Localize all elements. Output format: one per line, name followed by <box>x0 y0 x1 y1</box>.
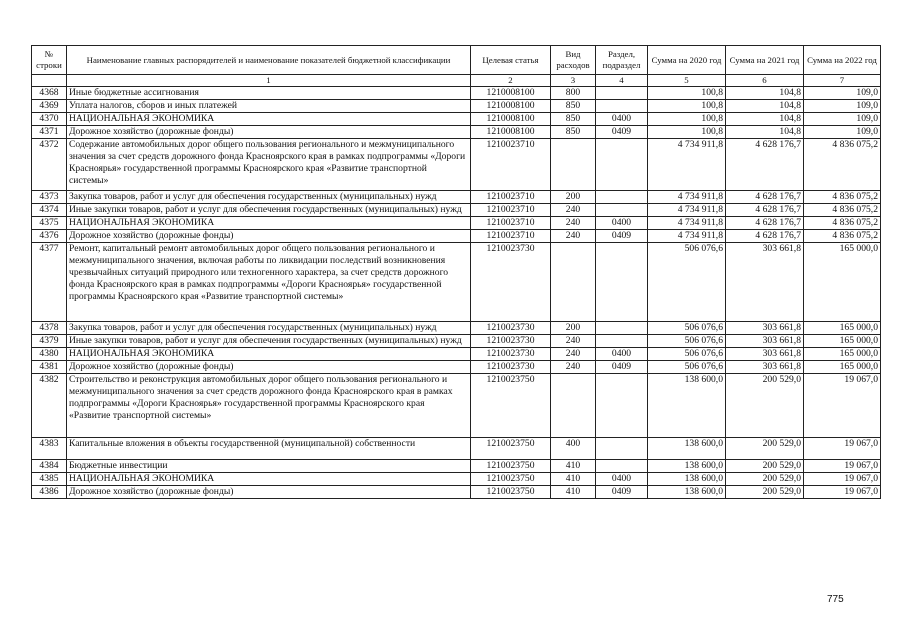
row-number: 4386 <box>32 486 67 499</box>
row-sum-2020: 138 600,0 <box>648 438 726 460</box>
row-name: НАЦИОНАЛЬНАЯ ЭКОНОМИКА <box>67 348 471 361</box>
row-number: 4374 <box>32 204 67 217</box>
row-exp-type: 410 <box>551 460 596 473</box>
row-sum-2022: 165 000,0 <box>804 322 881 335</box>
row-sum-2021: 200 529,0 <box>726 486 804 499</box>
row-target: 1210023730 <box>471 348 551 361</box>
row-section: 0409 <box>596 486 648 499</box>
row-sum-2022: 4 836 075,2 <box>804 139 881 191</box>
row-sum-2020: 4 734 911,8 <box>648 191 726 204</box>
row-number: 4378 <box>32 322 67 335</box>
row-number: 4373 <box>32 191 67 204</box>
table-row <box>32 374 881 438</box>
row-target: 1210023710 <box>471 204 551 217</box>
table-row <box>32 191 881 204</box>
row-section: 0409 <box>596 361 648 374</box>
row-exp-type: 850 <box>551 113 596 126</box>
row-sum-2021: 4 628 176,7 <box>726 230 804 243</box>
row-sum-2020: 4 734 911,8 <box>648 217 726 230</box>
row-exp-type <box>551 243 596 322</box>
col-number: 5 <box>648 75 726 87</box>
row-sum-2022: 109,0 <box>804 87 881 100</box>
row-target: 1210023710 <box>471 191 551 204</box>
row-sum-2022: 4 836 075,2 <box>804 230 881 243</box>
header-exp-type: Вид расходов <box>551 46 596 75</box>
row-sum-2020: 100,8 <box>648 126 726 139</box>
row-target: 1210023750 <box>471 374 551 438</box>
row-number: 4379 <box>32 335 67 348</box>
row-sum-2020: 4 734 911,8 <box>648 204 726 217</box>
col-number: 6 <box>726 75 804 87</box>
row-section <box>596 87 648 100</box>
col-number <box>32 75 67 87</box>
row-name: Иные закупки товаров, работ и услуг для обеспечения государственных (муниципальных) нужд <box>67 204 471 217</box>
col-number: 7 <box>804 75 881 87</box>
row-sum-2022: 4 836 075,2 <box>804 191 881 204</box>
row-number: 4381 <box>32 361 67 374</box>
row-name: Дорожное хозяйство (дорожные фонды) <box>67 126 471 139</box>
row-section <box>596 243 648 322</box>
row-sum-2020: 506 076,6 <box>648 243 726 322</box>
row-number: 4371 <box>32 126 67 139</box>
row-name: Дорожное хозяйство (дорожные фонды) <box>67 486 471 499</box>
row-section <box>596 335 648 348</box>
row-number: 4384 <box>32 460 67 473</box>
table-row <box>32 204 881 217</box>
row-sum-2021: 200 529,0 <box>726 473 804 486</box>
row-exp-type <box>551 374 596 438</box>
row-name: Уплата налогов, сборов и иных платежей <box>67 100 471 113</box>
table-row <box>32 87 881 100</box>
table-row <box>32 335 881 348</box>
row-sum-2021: 104,8 <box>726 100 804 113</box>
row-exp-type <box>551 139 596 191</box>
row-exp-type: 850 <box>551 100 596 113</box>
row-sum-2021: 4 628 176,7 <box>726 204 804 217</box>
row-target: 1210023750 <box>471 473 551 486</box>
row-sum-2021: 303 661,8 <box>726 335 804 348</box>
row-exp-type: 240 <box>551 204 596 217</box>
row-section: 0400 <box>596 217 648 230</box>
table-row <box>32 113 881 126</box>
col-number: 3 <box>551 75 596 87</box>
row-sum-2022: 165 000,0 <box>804 335 881 348</box>
row-name: Закупка товаров, работ и услуг для обеспечения государственных (муниципальных) нужд <box>67 191 471 204</box>
table-row <box>32 361 881 374</box>
row-target: 1210008100 <box>471 113 551 126</box>
row-sum-2021: 104,8 <box>726 113 804 126</box>
row-section <box>596 191 648 204</box>
row-name: Закупка товаров, работ и услуг для обеспечения государственных (муниципальных) нужд <box>67 322 471 335</box>
row-sum-2022: 109,0 <box>804 100 881 113</box>
row-section <box>596 100 648 113</box>
row-sum-2020: 138 600,0 <box>648 460 726 473</box>
row-section <box>596 322 648 335</box>
header-name: Наименование главных распорядителей и наименование показателей бюджетной классификации <box>67 46 471 75</box>
row-number: 4372 <box>32 139 67 191</box>
row-target: 1210023750 <box>471 438 551 460</box>
row-target: 1210008100 <box>471 100 551 113</box>
row-exp-type: 850 <box>551 126 596 139</box>
row-name: Строительство и реконструкция автомобильных дорог общего пользования регионального и межмуниципального значения за счет средств дорожного фонда Красноярского края в рамках подпрограммы «Дороги Красноярья» государственной программы Красноярского края «Развитие транспортной системы» <box>67 374 471 438</box>
row-sum-2020: 506 076,6 <box>648 348 726 361</box>
header-row-no: № строки <box>32 46 67 75</box>
row-target: 1210023730 <box>471 322 551 335</box>
budget-sheet <box>31 45 881 499</box>
row-sum-2021: 4 628 176,7 <box>726 191 804 204</box>
table-body <box>32 87 881 499</box>
row-sum-2021: 104,8 <box>726 87 804 100</box>
row-sum-2021: 4 628 176,7 <box>726 139 804 191</box>
row-sum-2021: 200 529,0 <box>726 438 804 460</box>
col-number: 4 <box>596 75 648 87</box>
table-row <box>32 100 881 113</box>
row-name: Дорожное хозяйство (дорожные фонды) <box>67 230 471 243</box>
row-number: 4368 <box>32 87 67 100</box>
table-row <box>32 460 881 473</box>
row-section: 0409 <box>596 126 648 139</box>
row-number: 4385 <box>32 473 67 486</box>
row-name: НАЦИОНАЛЬНАЯ ЭКОНОМИКА <box>67 473 471 486</box>
row-section <box>596 139 648 191</box>
row-sum-2020: 138 600,0 <box>648 374 726 438</box>
header-target: Целевая статья <box>471 46 551 75</box>
row-exp-type: 410 <box>551 486 596 499</box>
row-name: Ремонт, капитальный ремонт автомобильных дорог общего пользования регионального и межмуниципального значения, включая работы по ликвидации последствий возникновения чрезвычайных ситуаций природного или техногенного характера, за счет средств дорожного фонда Красноярского края в рамках подпрограммы «Дороги Красноярья» государственной программы Красноярского края «Развитие транспортной системы» <box>67 243 471 322</box>
budget-table <box>31 45 881 499</box>
row-name: Дорожное хозяйство (дорожные фонды) <box>67 361 471 374</box>
column-number-row <box>32 75 881 87</box>
row-exp-type: 200 <box>551 191 596 204</box>
row-name: Иные бюджетные ассигнования <box>67 87 471 100</box>
row-sum-2021: 200 529,0 <box>726 374 804 438</box>
row-sum-2021: 200 529,0 <box>726 460 804 473</box>
row-number: 4380 <box>32 348 67 361</box>
row-section <box>596 438 648 460</box>
row-target: 1210023730 <box>471 335 551 348</box>
row-section: 0409 <box>596 230 648 243</box>
row-number: 4382 <box>32 374 67 438</box>
row-number: 4377 <box>32 243 67 322</box>
row-sum-2020: 506 076,6 <box>648 322 726 335</box>
row-target: 1210008100 <box>471 87 551 100</box>
row-target: 1210023730 <box>471 243 551 322</box>
table-row <box>32 473 881 486</box>
row-sum-2020: 138 600,0 <box>648 473 726 486</box>
row-sum-2020: 138 600,0 <box>648 486 726 499</box>
row-sum-2022: 165 000,0 <box>804 348 881 361</box>
row-sum-2020: 506 076,6 <box>648 361 726 374</box>
row-number: 4383 <box>32 438 67 460</box>
row-target: 1210023710 <box>471 139 551 191</box>
row-sum-2022: 4 836 075,2 <box>804 204 881 217</box>
row-sum-2020: 4 734 911,8 <box>648 139 726 191</box>
row-sum-2022: 19 067,0 <box>804 374 881 438</box>
row-sum-2020: 4 734 911,8 <box>648 230 726 243</box>
row-sum-2021: 303 661,8 <box>726 243 804 322</box>
row-sum-2021: 303 661,8 <box>726 348 804 361</box>
row-exp-type: 240 <box>551 230 596 243</box>
row-sum-2020: 506 076,6 <box>648 335 726 348</box>
row-sum-2021: 303 661,8 <box>726 361 804 374</box>
row-target: 1210023730 <box>471 361 551 374</box>
table-row <box>32 230 881 243</box>
table-row <box>32 348 881 361</box>
row-exp-type: 240 <box>551 361 596 374</box>
header-sum-2020: Сумма на 2020 год <box>648 46 726 75</box>
row-exp-type: 200 <box>551 322 596 335</box>
header-sum-2022: Сумма на 2022 год <box>804 46 881 75</box>
row-sum-2022: 109,0 <box>804 113 881 126</box>
header-sum-2021: Сумма на 2021 год <box>726 46 804 75</box>
row-sum-2021: 303 661,8 <box>726 322 804 335</box>
row-section: 0400 <box>596 348 648 361</box>
row-sum-2020: 100,8 <box>648 100 726 113</box>
row-sum-2022: 165 000,0 <box>804 243 881 322</box>
row-sum-2020: 100,8 <box>648 87 726 100</box>
row-exp-type: 400 <box>551 438 596 460</box>
row-sum-2022: 4 836 075,2 <box>804 217 881 230</box>
col-number: 1 <box>67 75 471 87</box>
row-section <box>596 374 648 438</box>
row-name: Бюджетные инвестиции <box>67 460 471 473</box>
row-target: 1210023750 <box>471 486 551 499</box>
header-section: Раздел, подраздел <box>596 46 648 75</box>
page-number: 775 <box>827 594 844 605</box>
row-sum-2022: 165 000,0 <box>804 361 881 374</box>
row-target: 1210023710 <box>471 230 551 243</box>
row-name: НАЦИОНАЛЬНАЯ ЭКОНОМИКА <box>67 217 471 230</box>
row-sum-2022: 19 067,0 <box>804 486 881 499</box>
table-row <box>32 438 881 460</box>
row-exp-type: 240 <box>551 335 596 348</box>
table-row <box>32 322 881 335</box>
row-number: 4376 <box>32 230 67 243</box>
header-row <box>32 46 881 75</box>
row-number: 4370 <box>32 113 67 126</box>
row-sum-2022: 109,0 <box>804 126 881 139</box>
row-sum-2021: 104,8 <box>726 126 804 139</box>
row-exp-type: 240 <box>551 217 596 230</box>
row-target: 1210023750 <box>471 460 551 473</box>
row-exp-type: 240 <box>551 348 596 361</box>
table-row <box>32 486 881 499</box>
row-section <box>596 204 648 217</box>
table-row <box>32 126 881 139</box>
row-target: 1210023710 <box>471 217 551 230</box>
row-name: Содержание автомобильных дорог общего пользования регионального и межмуниципального значения за счет средств дорожного фонда Красноярского края в рамках подпрограммы «Дороги Красноярья» государственной программы Красноярского края «Развитие транспортной системы» <box>67 139 471 191</box>
table-row <box>32 243 881 322</box>
row-sum-2022: 19 067,0 <box>804 460 881 473</box>
row-sum-2021: 4 628 176,7 <box>726 217 804 230</box>
row-section: 0400 <box>596 113 648 126</box>
row-target: 1210008100 <box>471 126 551 139</box>
row-section <box>596 460 648 473</box>
row-number: 4369 <box>32 100 67 113</box>
row-sum-2020: 100,8 <box>648 113 726 126</box>
row-exp-type: 800 <box>551 87 596 100</box>
table-row <box>32 217 881 230</box>
row-name: Иные закупки товаров, работ и услуг для обеспечения государственных (муниципальных) нужд <box>67 335 471 348</box>
row-exp-type: 410 <box>551 473 596 486</box>
row-sum-2022: 19 067,0 <box>804 473 881 486</box>
row-sum-2022: 19 067,0 <box>804 438 881 460</box>
row-section: 0400 <box>596 473 648 486</box>
col-number: 2 <box>471 75 551 87</box>
row-number: 4375 <box>32 217 67 230</box>
row-name: Капитальные вложения в объекты государственной (муниципальной) собственности <box>67 438 471 460</box>
table-row <box>32 139 881 191</box>
row-name: НАЦИОНАЛЬНАЯ ЭКОНОМИКА <box>67 113 471 126</box>
